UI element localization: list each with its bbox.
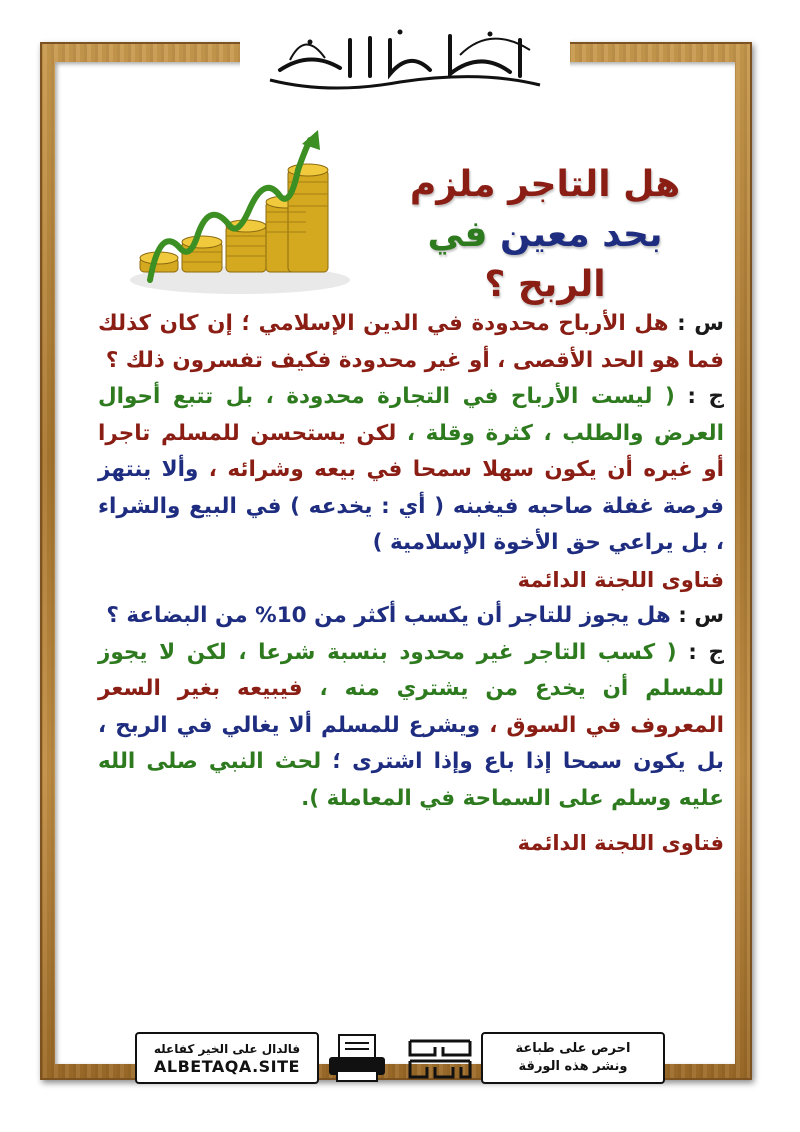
footer-slogan: فالدال على الخير كفاعله bbox=[153, 1041, 301, 1056]
answer-1-prefix: ج : bbox=[687, 384, 724, 409]
answer-2-part-2: فيبيعه بغير السعر المعروف في السوق ، bbox=[98, 676, 724, 738]
basmala-calligraphy bbox=[250, 10, 560, 100]
fatwa-content bbox=[98, 306, 724, 1006]
question-2 bbox=[98, 598, 724, 635]
question-1 bbox=[98, 306, 724, 379]
albetaqa-calligraphy-logo bbox=[405, 1033, 475, 1083]
footer-print-box bbox=[481, 1032, 665, 1084]
footer-icons bbox=[325, 1032, 475, 1084]
answer-2-part-1: ( كسب التاجر غير محدود بنسبة شرعا ، لكن لا يجوز للمسلم أن يخدع من يشتري منه ، bbox=[98, 639, 724, 701]
answer-1-part-1: ( ليست الأرباح في التجارة محدودة ، بل تتبع أحوال العرض والطلب ، كثرة وقلة ، bbox=[98, 384, 724, 446]
basmala-logo bbox=[250, 10, 560, 100]
source-1: فتاوى اللجنة الدائمة bbox=[517, 567, 724, 592]
title-word-blue: بحد معين bbox=[500, 214, 663, 255]
footer-print-line-1: احرص على طباعة bbox=[515, 1041, 631, 1056]
rising-coins-chart-icon bbox=[120, 130, 350, 300]
question-2-text: هل يجوز للتاجر أن يكسب أكثر من 10% من البضاعة ؟ bbox=[106, 603, 671, 628]
question-1-prefix: س : bbox=[677, 311, 724, 336]
title-line-2 bbox=[385, 210, 705, 310]
footer-site: ALBETAQA.SITE bbox=[154, 1056, 300, 1076]
title-word-green: في bbox=[427, 214, 488, 255]
answer-2-prefix: ج : bbox=[688, 639, 724, 665]
footer-site-box bbox=[135, 1032, 319, 1084]
answer-1-part-3: وألا ينتهز فرصة غفلة صاحبه فيغبنه ( أي : يخدعه ) في البيع والشراء ، بل يراعي حق الأخوة الإسلامية ) bbox=[98, 457, 724, 555]
answer-2 bbox=[98, 635, 724, 818]
title-line-1: هل التاجر ملزم bbox=[409, 164, 681, 205]
printer-icon bbox=[325, 1033, 391, 1083]
answer-1 bbox=[98, 379, 724, 562]
footer-bar bbox=[135, 1032, 665, 1084]
answer-1-part-2: لكن يستحسن للمسلم تاجرا أو غيره أن يكون سهلا سمحا في بيعه وشرائه ، bbox=[98, 420, 724, 482]
answer-2-part-3: ويشرع للمسلم ألا يغالي في الربح ، بل يكون سمحا إذا باع وإذا اشترى ؛ bbox=[98, 712, 724, 774]
title-word-red: الربح ؟ bbox=[484, 264, 606, 305]
source-2: فتاوى اللجنة الدائمة bbox=[517, 831, 724, 855]
footer-print-line-2: ونشر هذه الورقة bbox=[518, 1059, 628, 1074]
question-1-text: هل الأرباح محدودة في الدين الإسلامي ؛ إن كان كذلك فما هو الحد الأقصى ، أو غير محدودة فكيف تفسرون ذلك ؟ bbox=[98, 311, 724, 373]
page-title bbox=[385, 160, 705, 310]
answer-2-part-4: لحث النبي صلى الله عليه وسلم على السماحة في المعاملة ). bbox=[98, 749, 724, 811]
question-2-prefix: س : bbox=[678, 603, 724, 628]
